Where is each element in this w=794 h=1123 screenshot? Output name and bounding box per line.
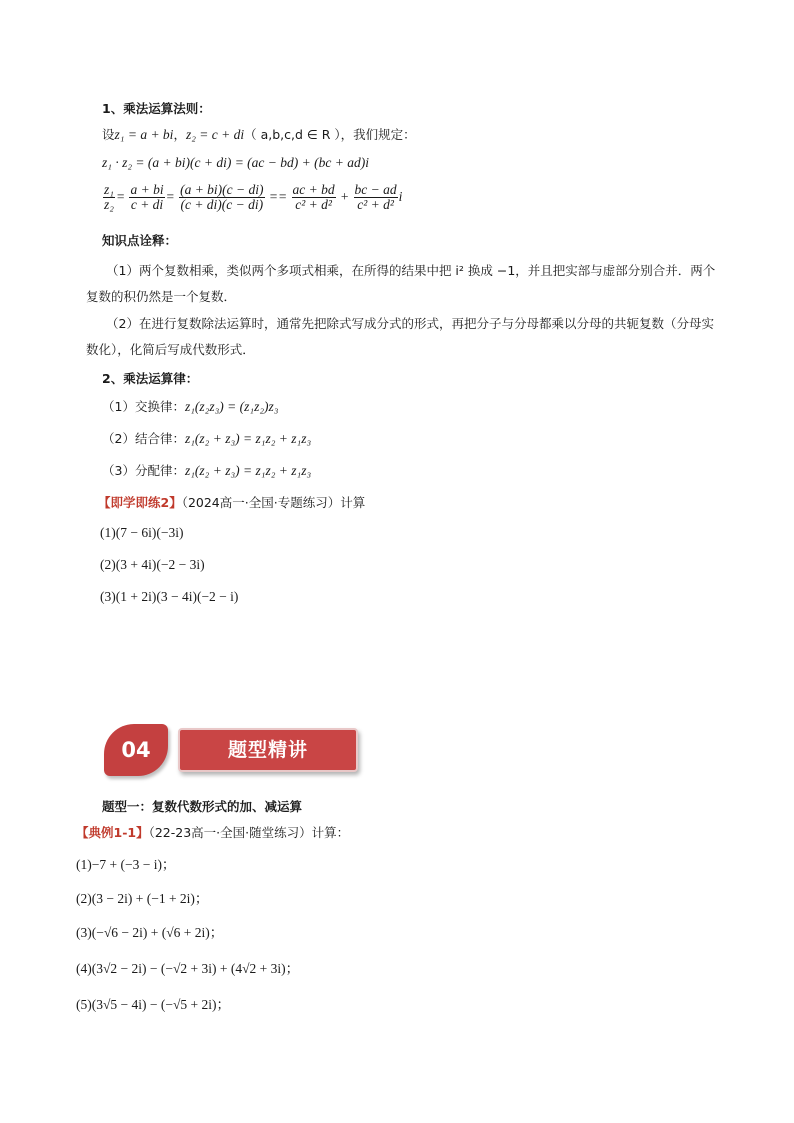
notes-paragraph-1 — [86, 258, 726, 310]
div-f2-den: (c + di)(c − di) — [180, 197, 264, 213]
practice-heading — [98, 494, 365, 512]
practice-item: (1)(7 − 6i)(−3i) — [100, 525, 184, 540]
practice-source: （2024高一·全国·专题练习）计算 — [181, 495, 366, 510]
section-title-tag: 题型精讲 — [178, 728, 358, 772]
example-item: (1)−7 + (−3 − i)； — [76, 857, 176, 872]
multiplication-formula: z₁ · z₂ = (a + bi)(c + di) = (ac − bd) + (bc + ad)i — [102, 155, 369, 170]
div-lhs-den: z₂ — [104, 197, 114, 213]
definition-line — [102, 126, 416, 144]
practice-tag: 【即学即练2】 — [98, 495, 182, 510]
law-label: （2）结合律： — [102, 431, 185, 446]
notes-p1-text: （1）两个复数相乘，类似两个多项式相乘，在所得的结果中把 i² 换成 −1，并且把实部与虚部分别合并．两个复数的积仍然是一个复数． — [86, 263, 716, 304]
div-lhs-num: z₁ — [104, 182, 114, 198]
law-formula: z₁(z₂z₃) = (z₁z₂)z₃ — [184, 399, 279, 414]
example-item: (5)(3√5 − 4i) − (−√5 + 2i)； — [76, 997, 230, 1012]
example-item: (3)(−√6 − 2i) + (√6 + 2i)； — [76, 925, 224, 940]
law-label: （3）分配律： — [102, 463, 185, 478]
law-row — [102, 398, 279, 416]
example-item: (4)(3√2 − 2i) − (−√2 + 3i) + (4√2 + 3i)； — [76, 961, 300, 976]
div-f1-num: a + bi — [130, 182, 164, 198]
def-z2: z₂ = c + di — [185, 127, 245, 142]
div-eq: == — [268, 189, 288, 204]
div-f3-den: c² + d² — [295, 197, 332, 213]
section1-title: 1、乘法运算法则： — [102, 101, 211, 116]
example-tag: 【典例1-1】 — [76, 825, 149, 840]
practice-item: (3)(1 + 2i)(3 − 4i)(−2 − i) — [100, 589, 239, 604]
div-f4-den: c² + d² — [357, 197, 394, 213]
def-sep: ， — [173, 127, 186, 142]
def-prefix: 设 — [102, 127, 115, 142]
notes-p2-text: （2）在进行复数除法运算时，通常先把除式写成分式的形式，再把分子与分母都乘以分母的共轭复数（分母实数化），化简后写成代数形式． — [86, 316, 714, 357]
div-frac-2 — [179, 183, 264, 212]
division-formula: $\frac{\text{z₁}}{\text{z₂}}$ = $\frac{a + bi}{c + di}$ = $\frac{(a + bi)(c - di)}{(c + di)(c - di)}$ == $\frac{ac + bd}{\text{c² + d²}}$ + $\frac{bc - ad}{\text{c² + d²}}$ i — [104, 182, 403, 213]
section-number-badge: 04 — [104, 724, 168, 776]
notes-paragraph-2 — [86, 311, 726, 363]
example-heading — [76, 824, 349, 842]
div-lhs — [103, 183, 115, 212]
div-frac-4 — [354, 183, 398, 212]
law-formula: z₁(z₂ + z₃) = z₁z₂ + z₁z₃ — [184, 463, 312, 478]
law-row — [102, 462, 311, 480]
section2-title: 2、乘法运算律： — [102, 371, 199, 386]
type1-title: 题型一：复数代数形式的加、减运算 — [102, 799, 303, 814]
notes-title: 知识点诠释： — [102, 233, 178, 248]
div-f2-num: (a + bi)(c − di) — [180, 182, 264, 198]
div-i: i — [398, 189, 403, 204]
example-item: (2)(3 − 2i) + (−1 + 2i)； — [76, 891, 209, 906]
law-formula: z₁(z₂ + z₃) = z₁z₂ + z₁z₃ — [184, 431, 312, 446]
law-row — [102, 430, 311, 448]
def-z1: z₁ = a + bi — [114, 127, 174, 142]
div-f3-num: ac + bd — [292, 182, 335, 198]
practice-item: (2)(3 + 4i)(−2 − 3i) — [100, 557, 205, 572]
div-plus: + — [340, 189, 350, 204]
div-f1-den: c + di — [130, 197, 164, 213]
div-frac-1 — [129, 183, 164, 212]
example-source: （22-23高一·全国·随堂练习）计算： — [148, 825, 350, 840]
section-banner — [104, 722, 356, 778]
def-condition: （ a,b,c,d ∈ R ），我们规定： — [244, 127, 416, 142]
div-frac-3 — [292, 183, 336, 212]
law-label: （1）交换律： — [102, 399, 185, 414]
div-f4-num: bc − ad — [354, 182, 397, 198]
